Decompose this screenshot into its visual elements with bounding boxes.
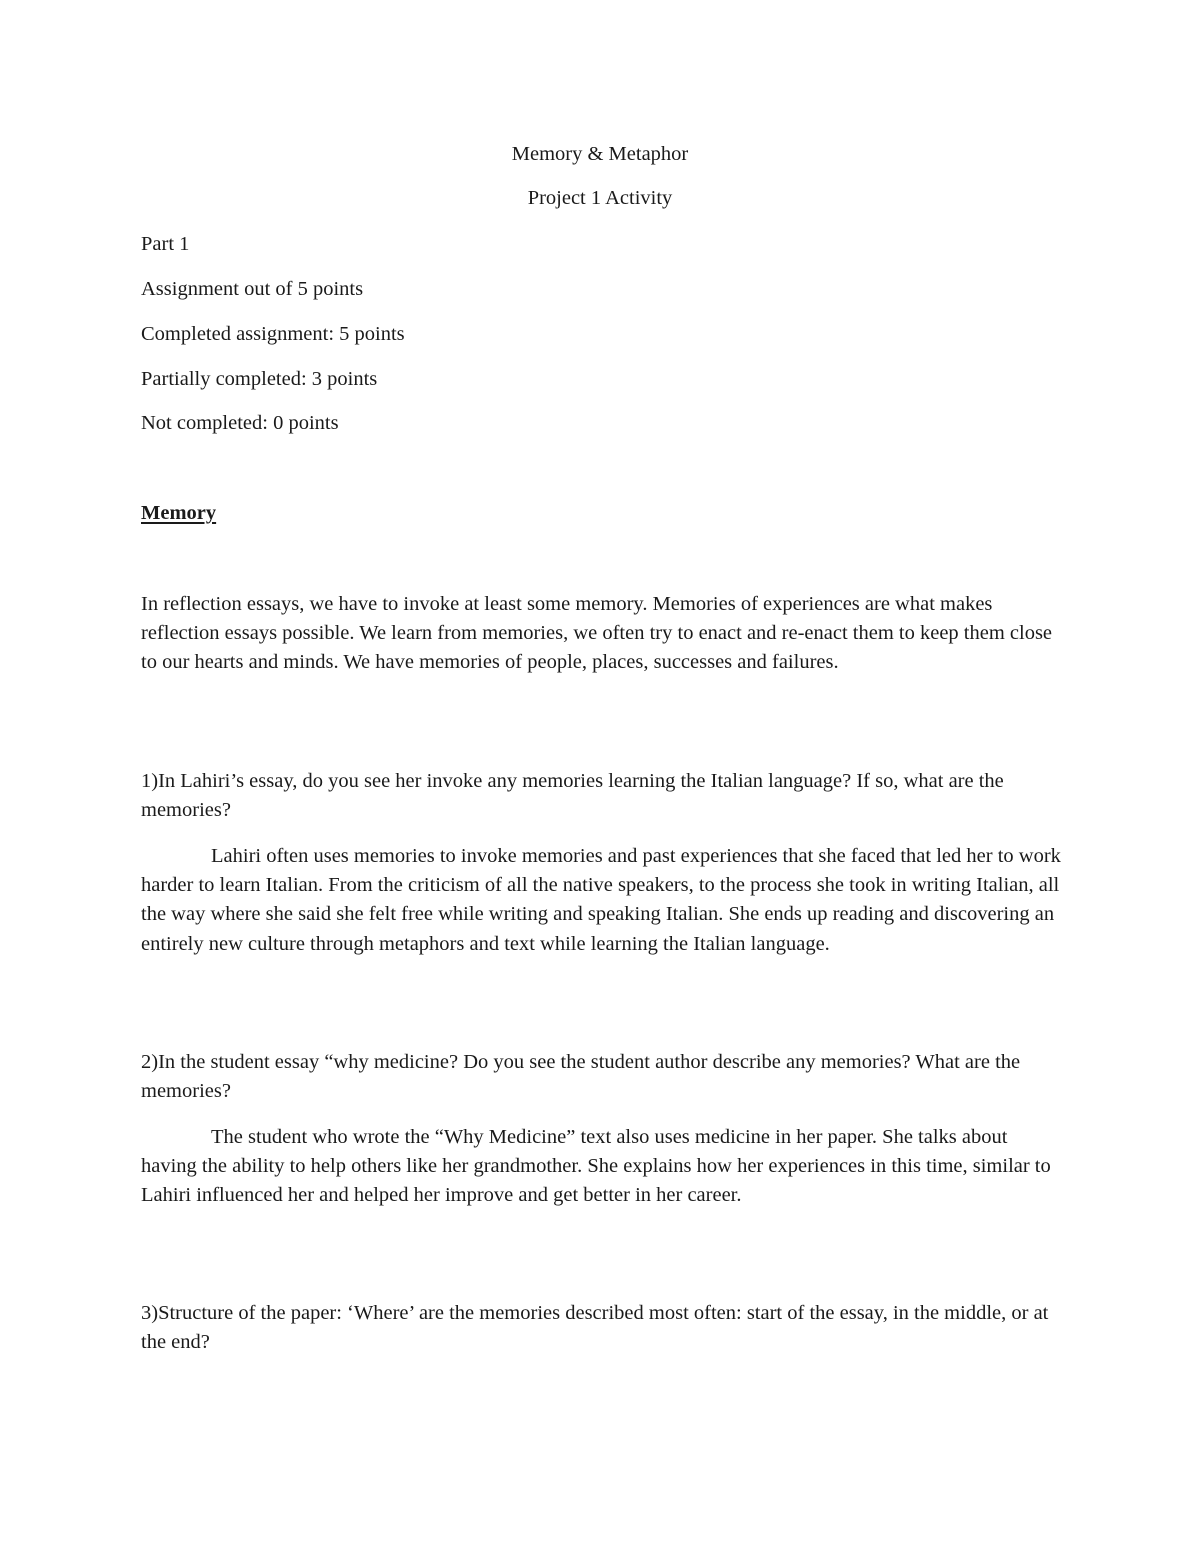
question-2-answer: The student who wrote the “Why Medicine” text also uses medicine in her paper. She talks about having the ability to help others like her grandmother. She explains how her experiences in this time, similar to Lahiri influenced her and helped her improve and get better in her career. <box>141 1126 1051 1207</box>
section-heading-memory: Memory <box>141 502 217 524</box>
document-title: Memory & Metaphor <box>511 143 689 165</box>
grading-part: Part 1 <box>141 233 190 255</box>
intro-paragraph: In reflection essays, we have to invoke at least some memory. Memories of experiences are what makes reflection essays possible. We learn from memories, we often try to enact and re-enact them to keep them close to our hearts and minds. We have memories of people, places, successes and failures. <box>141 593 1053 674</box>
grading-total: Assignment out of 5 points <box>141 278 364 300</box>
grading-completed: Completed assignment: 5 points <box>141 323 405 345</box>
question-2-prompt: 2)In the student essay “why medicine? Do you see the student author describe any memories? What are the memories? <box>141 1051 1021 1103</box>
grading-not-completed: Not completed: 0 points <box>141 412 339 434</box>
question-3-prompt: 3)Structure of the paper: ‘Where’ are the memories described most often: start of the essay, in the middle, or at the end? <box>141 1302 1049 1354</box>
question-1-answer: Lahiri often uses memories to invoke memories and past experiences that she faced that led her to work harder to learn Italian. From the criticism of all the native speakers, to the process she took in writing Italian, all the way where she said she felt free while writing and speaking Italian. She ends up reading and discovering an entirely new culture through metaphors and text while learning the Italian language. <box>141 845 1061 955</box>
question-1-prompt: 1)In Lahiri’s essay, do you see her invoke any memories learning the Italian language? If so, what are the memories? <box>141 770 1004 822</box>
grading-partial: Partially completed: 3 points <box>141 368 378 390</box>
document-subtitle: Project 1 Activity <box>527 187 673 209</box>
